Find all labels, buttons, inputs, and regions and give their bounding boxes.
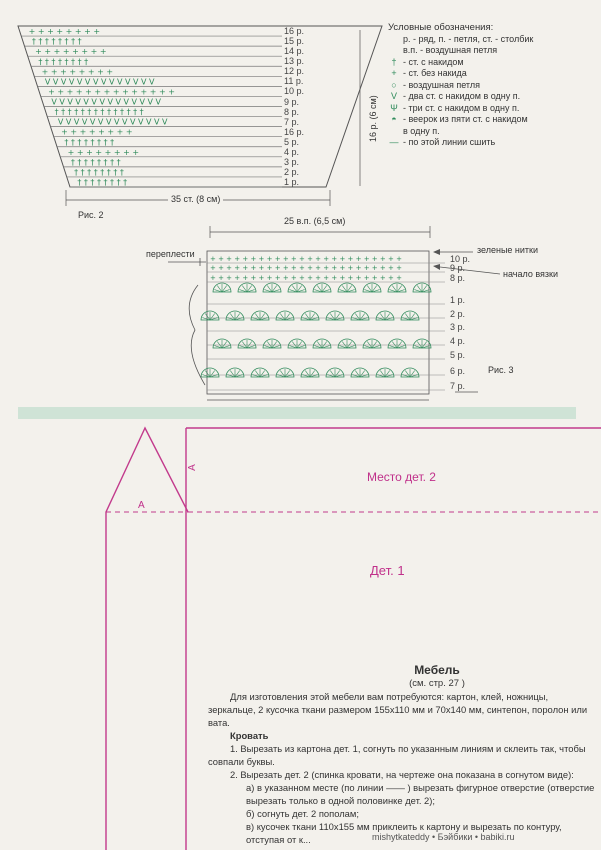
figure-2-stitch-row: † † † † † † † † † † † † † † <box>54 107 144 117</box>
figure-2-row-label: 11 р. <box>284 76 304 87</box>
figure-3-start-note: начало вязки <box>503 269 558 279</box>
legend-text: р. - ряд, п. - петля, ст. - столбик <box>403 33 534 44</box>
figure-2-stitch-row: + + + + + + + + <box>35 47 107 57</box>
figure-2-stitch-row: + + + + + + + + <box>67 147 140 157</box>
legend-title: Условные обозначения: <box>388 22 494 33</box>
figure-2-row-label: 2 р. <box>284 166 300 177</box>
figure-3-stitch-row: + + + + + + + + + + + + + + + + + + + + + + + + <box>210 264 402 272</box>
figure-2-stitch-row: † † † † † † † † <box>74 167 124 177</box>
legend-symbol: † <box>391 56 397 67</box>
figure-3-row-label: 7 р. <box>450 381 466 391</box>
pattern-letter-a-right: A <box>186 464 198 471</box>
figure-2-row-label: 14 р. <box>284 46 305 57</box>
figure-2-row-label: 7 р. <box>284 116 300 127</box>
figure-3-stitch-row: + + + + + + + + + + + + + + + + + + + + + + + + <box>210 255 402 263</box>
figure-2-row-label: 8 р. <box>284 106 300 117</box>
pattern-part-label: Дет. 1 <box>370 563 405 578</box>
figure-2-width-label: 35 ст. (8 см) <box>168 194 223 204</box>
figure-2-stitch-row: + + + + + + + + <box>28 27 101 37</box>
legend-text: - ст. без накида <box>403 68 467 78</box>
legend-text: - два ст. с накидом в одну п. <box>403 91 521 101</box>
figure-3-caption: Рис. 3 <box>488 365 514 375</box>
figure-2-caption: Рис. 2 <box>78 210 104 220</box>
figure-2-stitch-row: V V V V V V V V V V V V V V <box>51 97 162 107</box>
legend-symbol: Ψ <box>390 102 398 113</box>
figure-3-top-label: 25 в.п. (6,5 см) <box>284 216 346 226</box>
legend-text: в одну п. <box>403 125 440 136</box>
figure-2-stitch-row: + + + + + + + + <box>61 127 133 137</box>
figure-3-row-label: 3 р. <box>450 322 466 332</box>
legend-text: - воздушная петля <box>403 79 480 90</box>
figure-2-row-label: 9 р. <box>284 96 300 107</box>
figure-3-row-label: 4 р. <box>450 336 466 346</box>
figure-2-stitch-row: † † † † † † † † <box>38 57 89 67</box>
article-subtitle: (см. стр. 27 ) <box>409 678 465 689</box>
article-step-2: 2. Вырезать дет. 2 (спинка кровати, на чертеже она показана в согнутом виде): <box>230 769 574 780</box>
legend-text: - ст. с накидом <box>403 56 464 67</box>
figure-2-stitch-row: + + + + + + + + <box>41 67 114 77</box>
figure-3-row-label: 1 р. <box>450 295 466 305</box>
legend-symbol: — <box>389 137 399 147</box>
article-title: Мебель <box>414 663 460 677</box>
pattern-letter-a-left: A <box>138 500 145 511</box>
legend-text: - три ст. с накидом в одну п. <box>403 102 520 113</box>
article-step-1: 1. Вырезать из картона дет. 1, согнуть по указанным линиям и склеить так, чтобы совпали буквы. <box>208 743 586 767</box>
figure-2-height-label: 16 р. (6 см) <box>368 95 378 142</box>
figure-3-green-note: зеленые нитки <box>477 245 539 255</box>
article <box>208 664 596 846</box>
article-intro: Для изготовления этой мебели вам потребуются: картон, клей, ножницы, зеркальце, 2 кусочка ткани размером 155х110 мм и 70х140 мм, синтепон, поролон или вата. <box>208 691 588 728</box>
figure-2-stitch-row: V V V V V V V V V V V V V V <box>44 77 155 87</box>
figure-2-row-label: 13 р. <box>284 56 305 67</box>
article-step-2a: а) в указанном месте (по линии —— ) вырезать фигурное отверстие (отверстие вырезать только в одной половинке дет. 2); <box>246 782 595 806</box>
figure-3-row-label: 8 р. <box>450 273 466 283</box>
legend-text: - веерок из пяти ст. с накидом <box>403 114 528 124</box>
figure-2-stitch-row: † † † † † † † † <box>31 37 82 47</box>
figure-3-row-label: 10 р. <box>450 254 471 264</box>
legend-symbol: + <box>391 68 397 78</box>
figure-2-stitch-row: V V V V V V V V V V V V V V <box>57 117 168 127</box>
figure-2-row-label: 10 р. <box>284 86 305 97</box>
figure-2-stitch-row: † † † † † † † † <box>77 178 128 187</box>
legend-symbol: ○ <box>391 79 397 90</box>
figure-2-row-label: 4 р. <box>284 146 300 157</box>
legend-text: - по этой линии сшить <box>403 137 496 147</box>
figure-3-weave-note: переплести <box>146 249 195 259</box>
figure-2-row-label: 15 р. <box>284 36 305 47</box>
figure-2-stitch-row: † † † † † † † † <box>64 137 115 147</box>
legend-symbol: V <box>390 91 397 101</box>
figure-3-row-label: 5 р. <box>450 350 466 360</box>
figure-3-stitch-row: + + + + + + + + + + + + + + + + + + + + + + + + <box>210 274 402 282</box>
watermark: mishytkateddy • Бэйбики • babiki.ru <box>372 832 515 842</box>
article-step-2b: б) согнуть дет. 2 пополам; <box>246 808 359 819</box>
legend-text: в.п. - воздушная петля <box>403 45 498 55</box>
article-section-title: Кровать <box>230 730 269 741</box>
pattern-place-label: Место дет. 2 <box>367 470 436 484</box>
figure-2-stitch-row: + + + + + + + + + + + + + + <box>48 87 176 97</box>
figure-3-row-label: 6 р. <box>450 366 466 376</box>
figure-2-stitch-row: † † † † † † † † <box>70 157 121 167</box>
figure-2-row-label: 1 р. <box>284 177 300 187</box>
figure-2-row-label: 16 р. <box>284 126 305 137</box>
figure-2-row-label: 12 р. <box>284 66 305 77</box>
figure-2-row-label: 3 р. <box>284 156 300 167</box>
figure-2-row-label: 5 р. <box>284 136 300 147</box>
article-step-2c: в) кусочек ткани 110х155 мм приклеить к картону и вырезать по контуру, отступая от к... <box>246 821 562 845</box>
figure-3-row-label: 9 р. <box>450 263 466 273</box>
figure-2-row-label: 16 р. <box>284 26 305 37</box>
figure-3-row-label: 2 р. <box>450 309 466 319</box>
legend-symbol: ◓ <box>391 114 397 124</box>
